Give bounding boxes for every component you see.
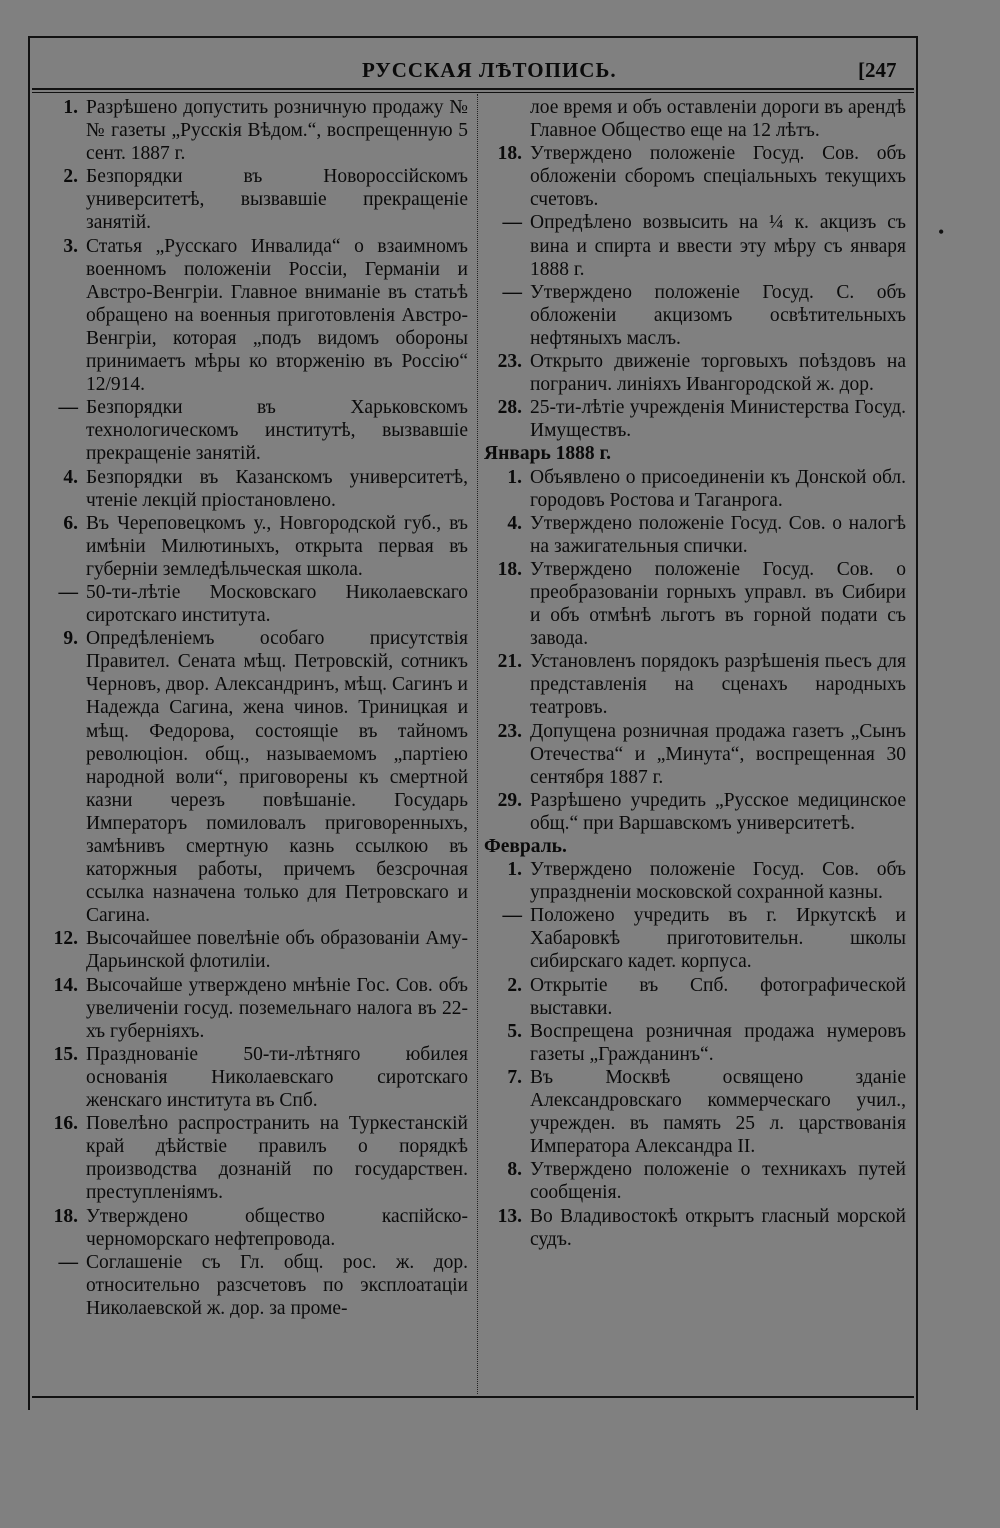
entry-text: Безпорядки въ Казанскомъ университетѣ, чтеніе лекцій пріостановлено. <box>86 466 468 511</box>
entry-text: Высочайшее повелѣніе объ образованіи Аму-Дарьинской флотиліи. <box>86 928 468 973</box>
chronicle-entry <box>40 1112 468 1204</box>
chronicle-entry <box>40 235 468 397</box>
chronicle-entry <box>484 211 906 280</box>
chronicle-entry <box>40 974 468 1043</box>
entry-text: Утверждено положеніе Госуд. Сов. о налогѣ на зажигательныя спички. <box>530 512 906 557</box>
entry-date: 15. <box>53 1043 78 1065</box>
chronicle-entry <box>40 1251 468 1320</box>
entry-date: 1. <box>507 859 522 881</box>
entry-date: — <box>58 1251 78 1273</box>
chronicle-entry <box>484 350 906 396</box>
entry-date: 18. <box>497 143 522 165</box>
header-rule <box>32 88 914 90</box>
entry-text: Открытіе въ Спб. фотографической выставки. <box>530 974 906 1019</box>
entry-text: Статья „Русскаго Инвалида“ о взаимномъ военномъ положеніи Россіи, Германіи и Австро-Венгріи. Главное вниманіе въ статьѣ обращено на военныя приготовленія Австро-Венгріи, которая „подъ видомъ обороны принимаетъ мѣры ко вторженію въ Россію“ 12/914. <box>86 235 468 396</box>
chronicle-entry <box>40 927 468 973</box>
chronicle-entry <box>40 627 468 927</box>
entry-date: 18. <box>497 558 522 580</box>
entry-date: 4. <box>63 466 78 488</box>
entry-date: 13. <box>497 1205 522 1227</box>
entry-text: Утверждено общество каспійско-черноморскаго нефтепровода. <box>86 1205 468 1250</box>
chronicle-entry <box>484 904 906 973</box>
header-rule-thin <box>32 92 914 93</box>
entry-text: 25-ти-лѣтіе учрежденія Министерства Госуд. Имуществъ. <box>530 397 906 442</box>
entry-date: 21. <box>497 651 522 673</box>
entry-date: 2. <box>63 166 78 188</box>
chronicle-entry <box>484 142 906 211</box>
entry-text: Утверждено положеніе Госуд. Сов. объ обложеніи сборомъ спеціальныхъ текущихъ счетовъ. <box>530 143 906 211</box>
right-column <box>484 96 906 1251</box>
chronicle-entry <box>40 165 468 234</box>
entry-date: 7. <box>507 1066 522 1088</box>
month-heading: Февраль. <box>484 836 567 857</box>
entry-date: 14. <box>53 974 78 996</box>
entry-text: Высочайше утвержденo мнѣніе Гос. Сов. объ увеличеніи госуд. поземельнаго налога въ 22-хъ губерніяхъ. <box>86 974 468 1042</box>
chronicle-entry <box>484 512 906 558</box>
column-divider <box>477 94 478 1394</box>
chronicle-entry <box>484 466 906 512</box>
entry-date: 3. <box>63 235 78 257</box>
entry-text: Утверждено положеніе Госуд. Сов. о преобразованіи горныхъ управл. въ Сибири и объ отмѣнѣ льготъ въ горной подати съ завода. <box>530 558 906 650</box>
entry-text: Установленъ порядокъ разрѣшенія пьесъ для представленія на сценахъ народныхъ театровъ. <box>530 651 906 719</box>
entry-date: 16. <box>53 1113 78 1135</box>
entry-text: Опредѣлено возвысить на ¼ к. акцизъ съ вина и спирта и ввести эту мѣру съ января 1888 г. <box>530 212 906 280</box>
month-heading: Январь 1888 г. <box>484 443 612 465</box>
entry-text: Разрѣшено учредить „Русское медицинское общ.“ при Варшавскомъ университетѣ. <box>530 789 906 834</box>
entry-text: Открыто движеніе торговыхъ поѣздовъ на погранич. линіяхъ Ивангородской ж. дор. <box>530 351 906 396</box>
entry-date: 29. <box>497 789 522 811</box>
entry-text: Повелѣно распространить на Туркестанскій край дѣйствіе правилъ о порядкѣ производства дознаній по государствен. преступленіямъ. <box>86 1113 468 1204</box>
entry-date: — <box>58 397 78 419</box>
entry-text: Во Владивостокѣ открытъ гласный морской судъ. <box>530 1205 906 1250</box>
entry-date: 18. <box>53 1205 78 1227</box>
entry-date: — <box>502 212 522 234</box>
chronicle-entry <box>484 720 906 789</box>
entry-date: — <box>502 905 522 927</box>
left-column <box>40 96 468 1320</box>
entry-text: Воспрещена розничная продажа нумеровъ газеты „Гражданинъ“. <box>530 1020 906 1065</box>
entry-date: — <box>502 281 522 303</box>
chronicle-entry <box>484 974 906 1020</box>
entry-text: Соглашеніе съ Гл. общ. рос. ж. дор. относительно разсчетовъ по эксплоатаціи Николаевской ж. дор. за проме- <box>86 1251 468 1319</box>
entry-date: 4. <box>507 512 522 534</box>
entry-date: 1. <box>63 97 78 118</box>
entry-text: Утверждено положеніе о техникахъ путей сообщенія. <box>530 1159 906 1204</box>
entry-date: — <box>58 581 78 603</box>
chronicle-entry <box>484 789 906 835</box>
chronicle-entry <box>40 1205 468 1251</box>
chronicle-entry <box>40 396 468 465</box>
chronicle-entry <box>484 1066 906 1158</box>
entry-text: Допущена розничная продажа газетъ „Сынъ Отечества“ и „Минута“, воспрещенная 30 сентября 1887 г. <box>530 720 906 788</box>
entry-text: Безпорядки въ Харьковскомъ технологическомъ институтѣ, вызвавшіе прекращеніе занятій. <box>86 397 468 465</box>
chronicle-entry <box>484 1020 906 1066</box>
entry-date: 1. <box>507 466 522 488</box>
stray-mark: • <box>938 222 945 242</box>
chronicle-entry <box>484 650 906 719</box>
chronicle-entry <box>484 396 906 442</box>
chronicle-entry <box>40 512 468 581</box>
chronicle-entry <box>40 96 468 165</box>
entry-date: 5. <box>507 1020 522 1042</box>
chronicle-entry <box>484 1205 906 1251</box>
entry-date: 9. <box>63 628 78 650</box>
entry-date: 23. <box>497 720 522 742</box>
chronicle-entry <box>484 96 906 142</box>
chronicle-entry <box>484 281 906 350</box>
running-title: РУССКАЯ ЛѢТОПИСЬ. <box>362 58 617 82</box>
entry-text: Утверждено положеніе Госуд. С. объ обложеніи акцизомъ освѣтительныхъ нефтяныхъ маслъ. <box>530 281 906 349</box>
entry-text: 50-ти-лѣтіе Московскаго Николаевскаго сиротскаго института. <box>86 581 468 627</box>
bottom-rule <box>32 1396 914 1398</box>
entry-text: лое время и объ оставленіи дороги въ арендѣ Главное Общество еще на 12 лѣтъ. <box>530 97 906 142</box>
chronicle-entry <box>484 558 906 650</box>
entry-text: Объявлено о присоединеніи къ Донской обл. городовъ Ростова и Таганрога. <box>530 466 906 511</box>
entry-date: 6. <box>63 512 78 534</box>
entry-text: Разрѣшено допустить розничную продажу №№ газеты „Русскія Вѣдом.“, воспрещенную 5 сент. 1887 г. <box>86 97 468 165</box>
page-number: [247 <box>858 58 897 82</box>
entry-date: 12. <box>53 928 78 950</box>
entry-date: 23. <box>497 351 522 373</box>
entry-date: 8. <box>507 1159 522 1181</box>
entry-text: Положено учредить въ г. Иркутскѣ и Хабаровкѣ приготовительн. школы сибирскаго кадет. корпуса. <box>530 905 906 973</box>
entry-text: Утверждено положеніе Госуд. Сов. объ упраздненіи московской сохранной казны. <box>530 859 906 904</box>
entry-text: Въ Москвѣ освящено зданіе Александровскаго коммерческаго учил., учрежден. въ память 25 л. царствованія Императора Александра II. <box>530 1066 906 1158</box>
entry-date: 2. <box>507 974 522 996</box>
page-header <box>32 40 914 88</box>
entry-text: Празднованіе 50-ти-лѣтняго юбилея основанія Николаевскаго сиротскаго женскаго института въ Спб. <box>86 1043 468 1112</box>
entry-date: 28. <box>497 397 522 419</box>
chronicle-entry <box>40 1043 468 1112</box>
chronicle-entry <box>40 581 468 627</box>
entry-text: Безпорядки въ Новороссійскомъ университетѣ, вызвавшіе прекращеніе занятій. <box>86 166 468 234</box>
chronicle-entry <box>484 1158 906 1204</box>
entry-text: Опредѣленіемъ особаго присутствія Правител. Сената мѣщ. Петровскій, сотникъ Черновъ, двор. Александринъ, мѣщ. Сагинъ и Надежда Сагина, жена чинов. Триницкая и мѣщ. Федорова, состоящіе въ тайномъ революціон. общ., называемомъ „партіею народной воли“, приговорены къ смертной казни черезъ повѣшаніе. Государь Императоръ помиловалъ приговоренныхъ, замѣнивъ смертную казнь ссылкою въ каторжныя работы, причемъ безсрочная ссылка назначена только для Петровскаго и Сагина. <box>86 628 468 927</box>
chronicle-entry <box>40 466 468 512</box>
chronicle-entry <box>484 858 906 904</box>
entry-text: Въ Череповецкомъ у., Новгородской губ., въ имѣніи Милютиныхъ, открыта первая въ губерніи земледѣльческая школа. <box>86 512 468 580</box>
